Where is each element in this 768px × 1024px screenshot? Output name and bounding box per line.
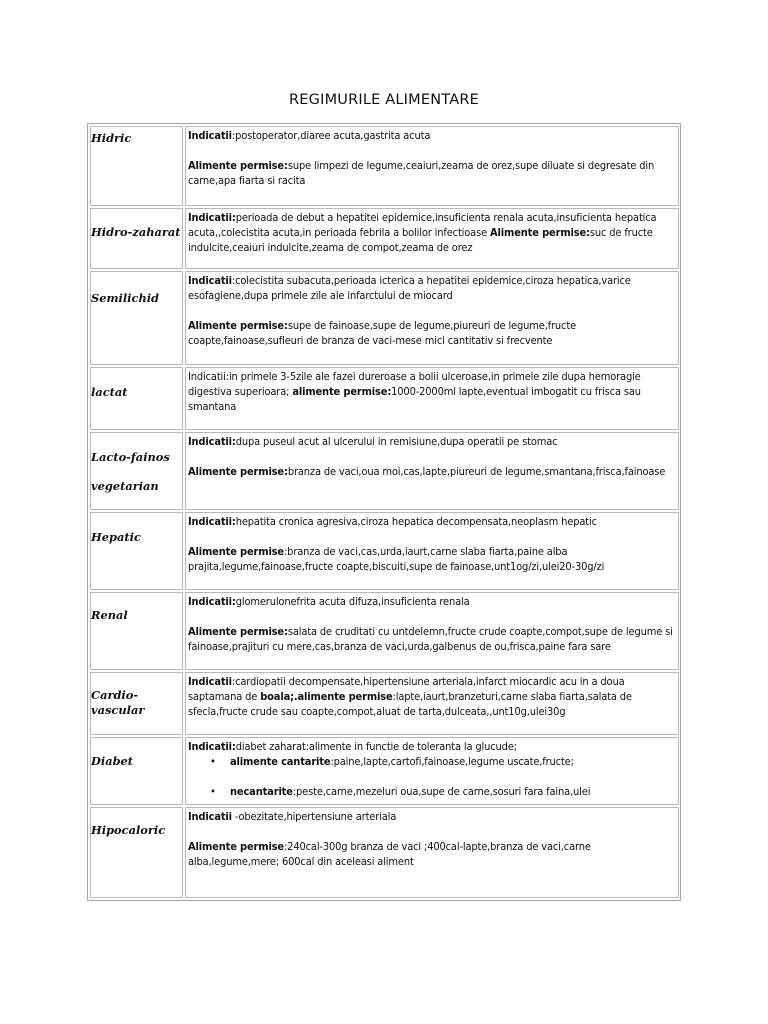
table-row <box>90 512 679 590</box>
diet-name: Renal <box>91 608 128 622</box>
table-row <box>90 208 679 269</box>
diet-name: Hipocaloric <box>91 823 166 837</box>
diet-description: Indicatii:dupa puseul acut al ulcerului in remisiune,dupa operatii pe stomac Alimente permise:branza de vaci,oua moi,cas,lapte,piureuri de legume,smantana,frisca,fainoase <box>188 435 666 478</box>
bullet-icon: • <box>210 785 216 798</box>
table-row <box>90 807 679 898</box>
diet-description: Indicatii:postoperator,diaree acuta,gastrita acuta Alimente permise:supe limpezi de legume,ceaiuri,zeama de orez,supe diluate si degresate din carne,apa fiarta si racita <box>188 129 655 187</box>
diet-name-line2: vascular <box>91 703 145 717</box>
diet-name: Diabet <box>91 754 134 768</box>
diet-description: Indicatii:cardiopatii decompensate,hipertensiune arteriala,infarct miocardic acu in a doua saptamana de boala;.alimente permise:lapte,iaurt,branzeturi,carne slaba fiarta,salata de sfecla,fructe crude sau coapte,compot,aluat de tarta,dulceata,,unt10g,ulei30g <box>188 675 632 718</box>
diet-description: Indicatii:hepatita cronica agresiva,ciroza hepatica decompensata,neoplasm hepatic Alimente permise:branza de vaci,cas,urda,iaurt,carne slaba fiarta,paine alba prajita,legume,fainoase,fructe coapte,biscuiti,supe de fainoase,unt1og/zi,ulei20-30g/zi <box>188 515 605 573</box>
table-row <box>90 126 679 206</box>
table-row <box>90 432 679 510</box>
page-title: REGIMURILE ALIMENTARE <box>289 92 479 108</box>
diet-name-line2: vegetarian <box>91 479 159 493</box>
diet-description: Indicatii -obezitate,hipertensiune arteriala Alimente permise:240cal-300g branza de vaci ;400cal-lapte,branza de vaci,carne alba,legume,mere; 600cal din aceleasi aliment <box>188 810 591 868</box>
table-row <box>90 271 679 365</box>
diet-description: Indicatii:diabet zaharat:alimente in functie de toleranta la glucude; • alimente cantarite:paine,lapte,cartofi,fainoase,legume uscate,fructe; • necantarite:peste,carne,mezeluri oua,supe de carne,sosuri fara faina,ulei <box>188 740 591 798</box>
table-row <box>90 737 679 805</box>
diet-name: Cardio- <box>91 688 139 702</box>
table-row <box>90 672 679 735</box>
diet-name: Hepatic <box>91 530 141 544</box>
diet-description: Indicatii:glomerulonefrita acuta difuza,insuficienta renala Alimente permise:salata de cruditati cu untdelemn,fructe crude coapte,compot,supe de legume si fainoase,prajituri cu mere,cas,branza de vaci,urda,galbenus de ou,frisca,paine fara sare <box>188 595 673 653</box>
table-row <box>90 367 679 430</box>
diet-name: Hidric <box>91 131 132 145</box>
diet-name: Lacto-fainos <box>91 450 170 464</box>
table-row <box>90 592 679 670</box>
diet-description: Indicatii:colecistita subacuta,perioada icterica a hepatitei epidemice,ciroza hepatica,varice esofagiene,dupa primele zile ale infarctului de miocard Alimente permise:supe de fainoase,supe de legume,piureuri de legume,fructe coapte,fainoase,sufleuri de branza de vaci-mese mici cantitativ si frecvente <box>188 274 631 347</box>
diet-description: Indicatii:in primele 3-5zile ale fazei dureroase a bolii ulceroase,in primele zile dupa hemoragie digestiva superioara; alimente permise:1000-2000ml lapte,eventual imbogatit cu frisca sau smantana <box>188 370 641 413</box>
diet-description: Indicatii:perioada de debut a hepatitei epidemice,insuficienta renala acuta,insuficienta hepatica acuta,,colecistita acuta,in perioada febrila a bolilor infectioase Alimente permise:suc de fructe indulcite,ceaiuri indulcite,zeama de compot,zeama de orez <box>188 211 657 254</box>
diet-name: lactat <box>91 385 128 399</box>
diet-name: Semilichid <box>91 291 160 305</box>
bullet-icon: • <box>210 755 216 768</box>
diet-name: Hidro-zaharat <box>91 225 181 239</box>
